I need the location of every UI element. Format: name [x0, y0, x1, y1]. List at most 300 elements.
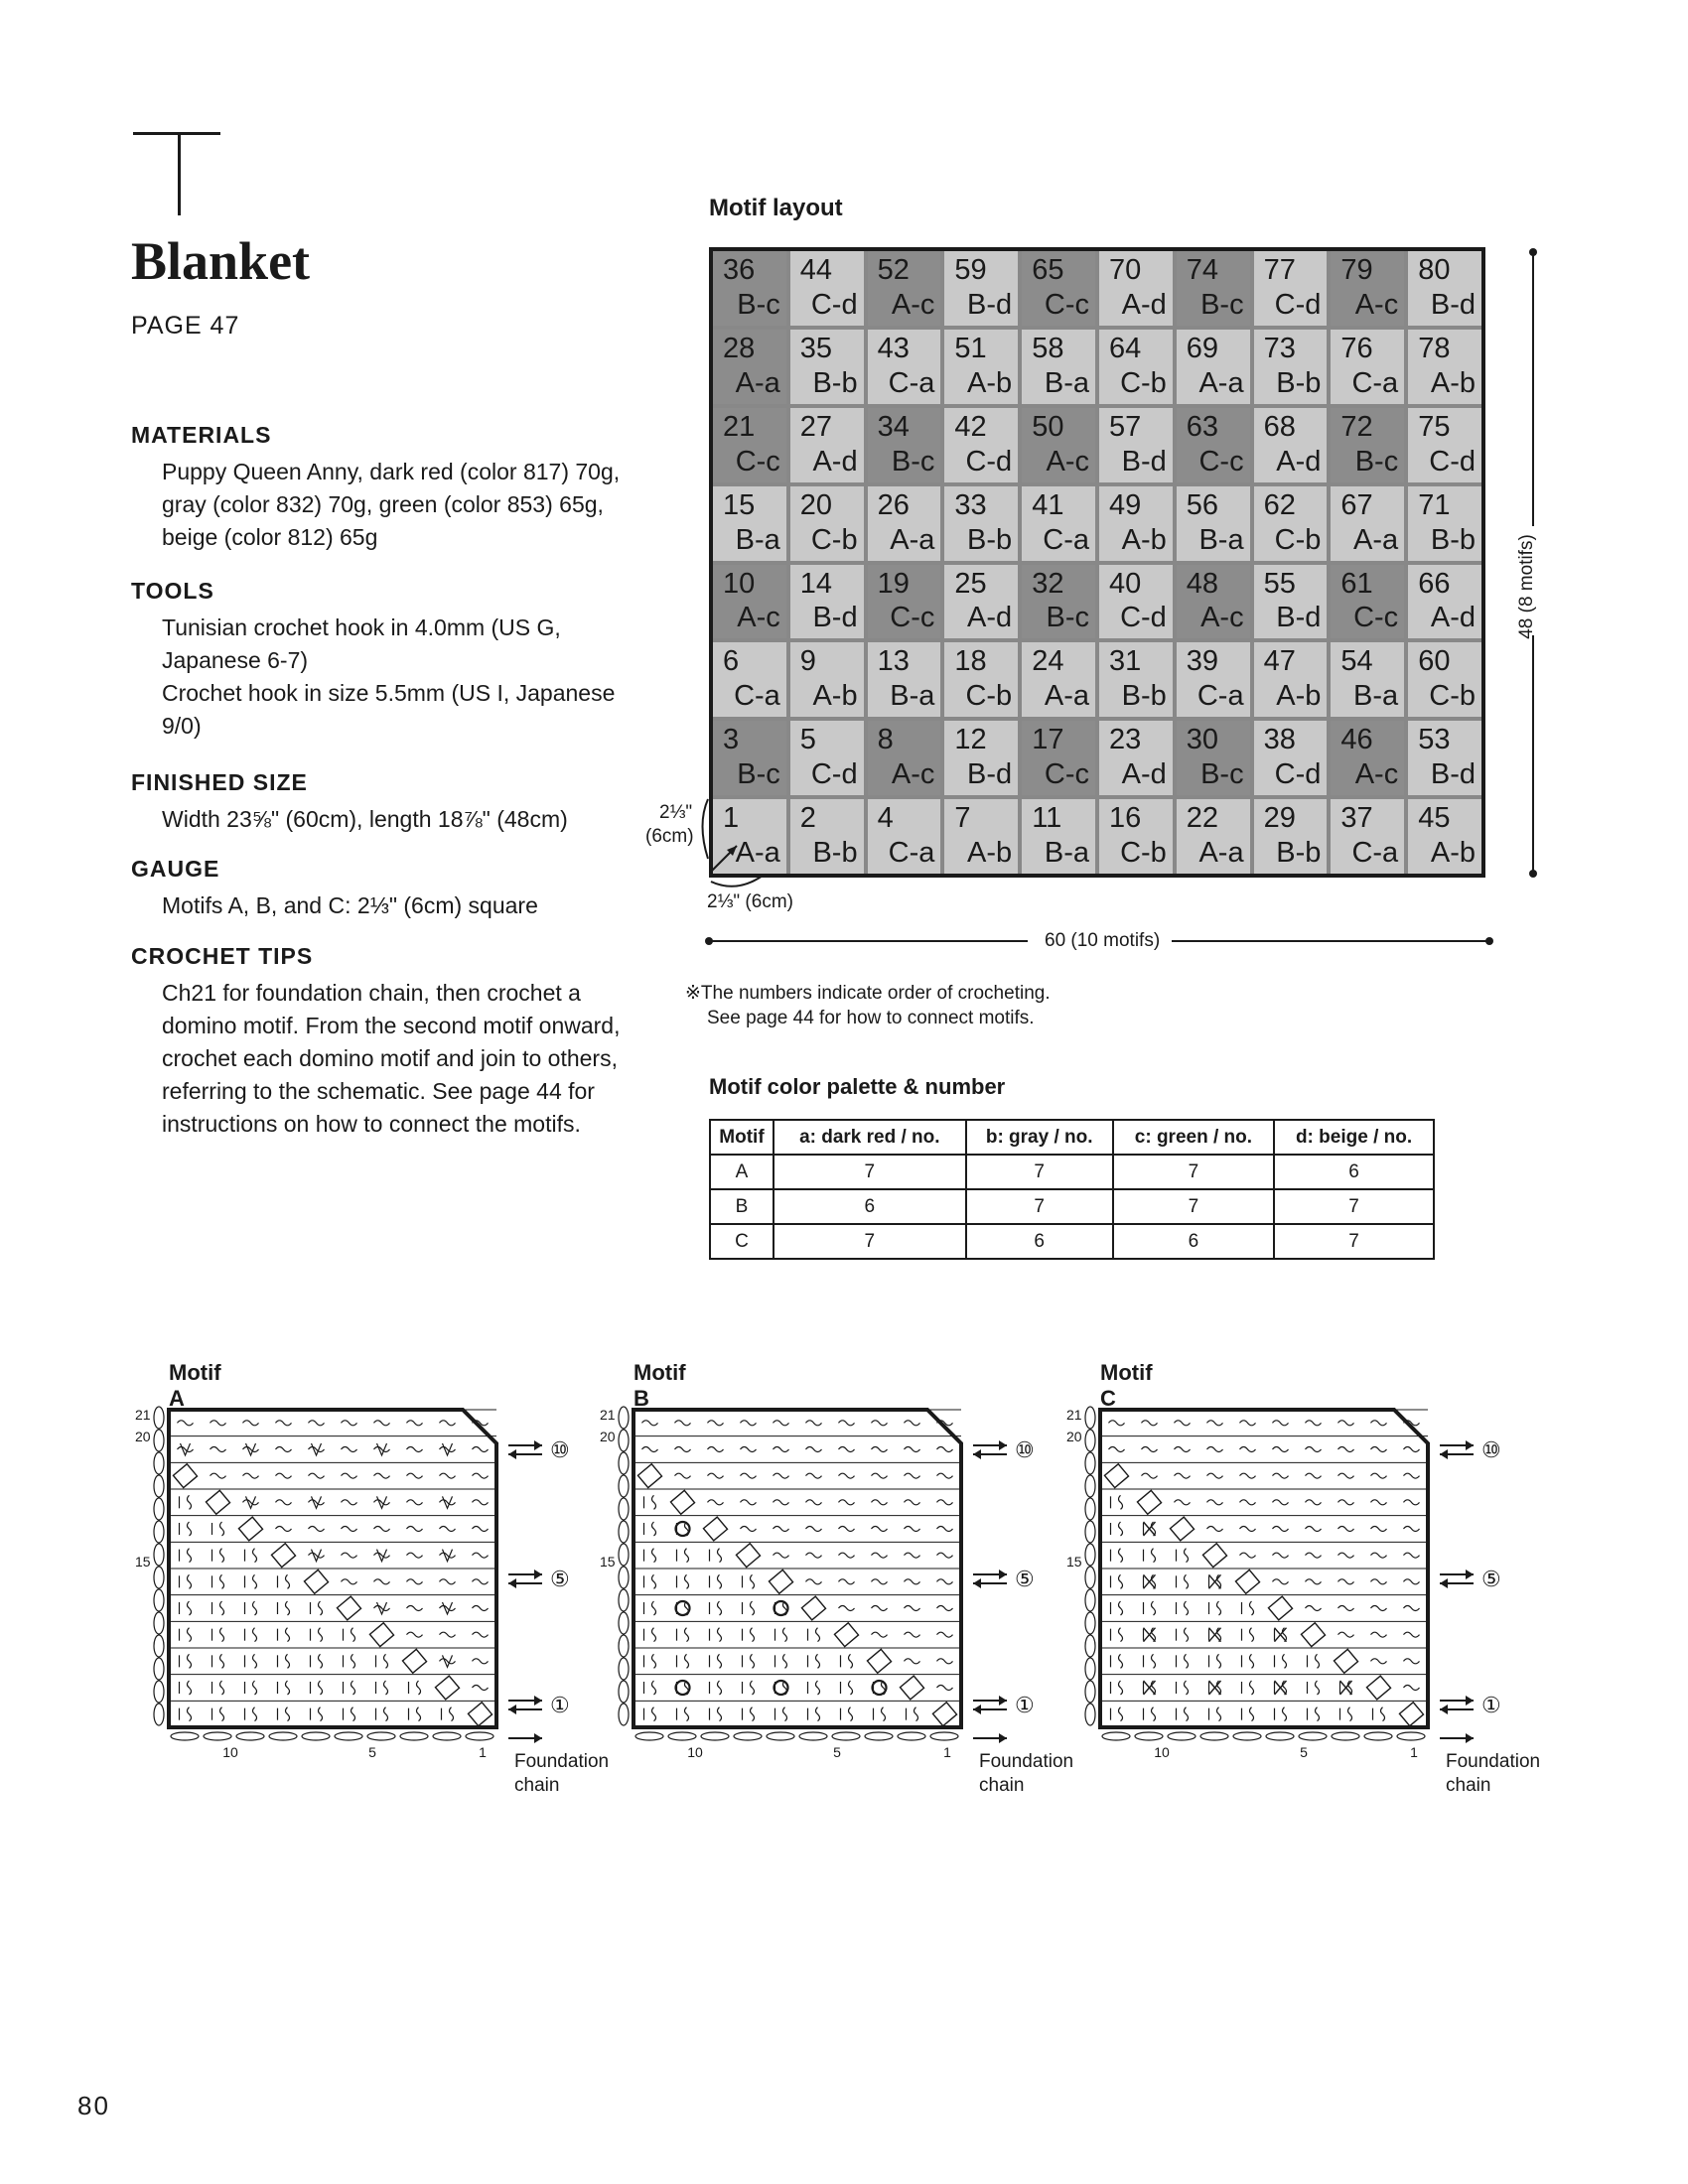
wave-stitch-mark: [211, 1447, 226, 1452]
wave-stitch-mark: [774, 1421, 789, 1426]
motif-code: C-a: [1196, 680, 1244, 713]
wave-stitch-mark: [309, 1500, 325, 1505]
side-chain-mark: [154, 1498, 164, 1520]
wave-stitch-mark: [806, 1579, 822, 1584]
motif-order-number: 1: [723, 802, 740, 835]
return-stitch-mark: [319, 1681, 323, 1695]
motif-order-number: 39: [1186, 645, 1219, 678]
return-stitch-mark: [718, 1681, 722, 1695]
motif-order-number: 65: [1032, 254, 1064, 286]
wave-stitch-mark: [1273, 1553, 1289, 1558]
motif-code: A-a: [1198, 366, 1244, 399]
motif-code: A-b: [1430, 366, 1476, 399]
motif-order-number: 17: [1032, 724, 1064, 756]
foundation-label: Foundation: [514, 1751, 610, 1772]
bobble-stitch-mark: [676, 1522, 690, 1536]
motif-order-number: 34: [877, 410, 910, 443]
section-line: Tunisian crochet hook in 4.0mm (US G,: [162, 614, 561, 640]
section-line: 9/0): [162, 713, 202, 739]
motif-code: A-c: [1200, 602, 1244, 634]
wave-stitch-mark: [473, 1579, 489, 1584]
motif-code: A-c: [891, 758, 935, 791]
wave-stitch-mark: [1404, 1527, 1420, 1532]
wave-stitch-mark: [1404, 1659, 1420, 1664]
arrow-head: [999, 1696, 1007, 1706]
return-stitch-mark: [253, 1574, 257, 1588]
return-stitch-mark: [253, 1601, 257, 1615]
wave-stitch-mark: [1338, 1421, 1354, 1426]
return-stitch-mark: [751, 1707, 755, 1721]
section-line: Puppy Queen Anny, dark red (color 817) 70g,: [162, 459, 621, 484]
palette-header-cell: Motif: [710, 1120, 774, 1155]
return-stitch-mark: [1119, 1574, 1123, 1588]
motif-order-number: 68: [1263, 410, 1296, 443]
section-line: Motifs A, B, and C: 2⅓" (6cm) square: [162, 892, 538, 918]
wave-stitch-mark: [1404, 1632, 1420, 1637]
return-stitch-mark: [849, 1707, 853, 1721]
side-chain-mark: [154, 1635, 164, 1657]
side-chain-mark: [619, 1612, 629, 1634]
wave-stitch-mark: [708, 1473, 724, 1478]
return-stitch-mark: [286, 1707, 290, 1721]
motif-code: A-b: [1121, 523, 1167, 556]
wave-stitch-mark: [342, 1579, 357, 1584]
row-marker: ⑩: [550, 1437, 570, 1462]
motif-order-number: 64: [1109, 332, 1142, 364]
wave-stitch-mark: [1175, 1473, 1191, 1478]
bobble-stitch-mark: [676, 1601, 690, 1615]
decrease-stitch-mark: [468, 1703, 492, 1726]
motif-code: A-d: [967, 602, 1013, 634]
wave-stitch-mark: [374, 1579, 390, 1584]
palette-cell: 7: [774, 1224, 966, 1259]
return-stitch-mark: [1119, 1654, 1123, 1668]
foundation-chain-mark: [466, 1732, 493, 1740]
motif-order-number: 8: [877, 724, 894, 756]
row-label-20: 20: [1066, 1429, 1082, 1444]
motif-code: B-a: [890, 680, 935, 713]
decrease-stitch-mark: [337, 1596, 360, 1620]
motif-code: B-b: [812, 837, 858, 869]
wave-stitch-mark: [905, 1500, 920, 1505]
wave-stitch-mark: [1404, 1473, 1420, 1478]
wave-stitch-mark: [1175, 1421, 1191, 1426]
palette-table: [709, 1119, 1435, 1260]
bobble-stitch-mark: [774, 1681, 788, 1695]
motif-code: A-b: [967, 366, 1013, 399]
motif-code: B-c: [1200, 758, 1244, 791]
motif-code: B-d: [967, 758, 1013, 791]
motif-code: B-b: [1121, 680, 1167, 713]
wave-stitch-mark: [440, 1606, 456, 1611]
wave-stitch-mark: [178, 1447, 194, 1452]
motif-code: A-b: [812, 680, 858, 713]
wave-stitch-mark: [473, 1686, 489, 1691]
return-stitch-mark: [1185, 1601, 1189, 1615]
wave-stitch-mark: [937, 1659, 953, 1664]
wave-stitch-mark: [342, 1447, 357, 1452]
dimension-lines: [645, 238, 1559, 963]
return-stitch-mark: [652, 1574, 656, 1588]
return-stitch-mark: [1185, 1574, 1189, 1588]
motif-code: A-b: [967, 837, 1013, 869]
wave-stitch-mark: [1207, 1421, 1223, 1426]
return-stitch-mark: [1217, 1601, 1221, 1615]
motif-code: A-d: [1430, 602, 1476, 634]
motif-code: A-a: [1198, 837, 1244, 869]
motif-chart-svg: [129, 1390, 610, 1827]
motif-code: B-d: [1121, 445, 1167, 478]
return-stitch-mark: [849, 1654, 853, 1668]
motif-order-number: 72: [1340, 410, 1373, 443]
return-stitch-mark: [1283, 1654, 1287, 1668]
wave-stitch-mark: [806, 1553, 822, 1558]
wave-stitch-mark: [839, 1579, 855, 1584]
corner-mark-vertical: [178, 132, 181, 215]
wave-stitch-mark: [473, 1447, 489, 1452]
motif-code: A-c: [891, 288, 935, 321]
side-chain-mark: [1085, 1704, 1095, 1725]
wave-stitch-mark: [1306, 1473, 1322, 1478]
section-line: gray (color 832) 70g, green (color 853) 65g,: [162, 491, 604, 517]
section-line: Ch21 for foundation chain, then crochet a: [162, 980, 581, 1006]
motif-chart-label: Motif C: [1100, 1360, 1153, 1411]
decrease-stitch-mark: [1202, 1544, 1226, 1568]
wave-stitch-mark: [342, 1527, 357, 1532]
motif-order-number: 45: [1418, 802, 1451, 835]
motif-code: B-d: [1430, 288, 1476, 321]
return-stitch-mark: [286, 1654, 290, 1668]
wave-stitch-mark: [1207, 1527, 1223, 1532]
wave-stitch-mark: [872, 1579, 888, 1584]
wave-stitch-mark: [872, 1473, 888, 1478]
return-stitch-mark: [188, 1522, 192, 1536]
wave-stitch-mark: [1175, 1447, 1191, 1452]
arrow-head: [1466, 1440, 1474, 1450]
motif-order-number: 48: [1186, 567, 1219, 600]
motif-order-number: 30: [1186, 724, 1219, 756]
arrow-head: [508, 1705, 516, 1714]
return-stitch-mark: [1119, 1601, 1123, 1615]
arrow-head: [1466, 1570, 1474, 1579]
return-stitch-mark: [1381, 1707, 1385, 1721]
decrease-stitch-mark: [1366, 1676, 1390, 1700]
return-stitch-mark: [1119, 1549, 1123, 1563]
wave-stitch-mark: [806, 1473, 822, 1478]
decrease-stitch-mark: [932, 1703, 956, 1726]
side-chain-mark: [1085, 1681, 1095, 1703]
wave-stitch-mark: [806, 1447, 822, 1452]
wave-stitch-mark: [905, 1421, 920, 1426]
return-stitch-mark: [188, 1574, 192, 1588]
motif-code: B-c: [1200, 288, 1244, 321]
wave-stitch-mark: [309, 1447, 325, 1452]
wave-stitch-mark: [374, 1606, 390, 1611]
wave-stitch-mark: [872, 1500, 888, 1505]
column-label-5: 5: [1300, 1744, 1308, 1760]
wave-stitch-mark: [806, 1527, 822, 1532]
return-stitch-mark: [751, 1628, 755, 1642]
wave-stitch-mark: [1371, 1553, 1387, 1558]
wave-stitch-mark: [342, 1553, 357, 1558]
decrease-stitch-mark: [238, 1517, 262, 1541]
side-chain-mark: [154, 1567, 164, 1588]
foundation-chain-mark: [1397, 1732, 1425, 1740]
return-stitch-mark: [319, 1654, 323, 1668]
return-stitch-mark: [1250, 1601, 1254, 1615]
wave-stitch-mark: [1338, 1500, 1354, 1505]
return-stitch-mark: [1185, 1628, 1189, 1642]
decrease-stitch-mark: [900, 1676, 923, 1700]
palette-cell: 6: [1274, 1155, 1434, 1189]
wave-stitch-mark: [1240, 1447, 1256, 1452]
return-stitch-mark: [1185, 1549, 1189, 1563]
decrease-stitch-mark: [834, 1623, 858, 1647]
wave-stitch-mark: [1404, 1553, 1420, 1558]
decrease-stitch-mark: [736, 1544, 760, 1568]
side-chain-mark: [619, 1475, 629, 1497]
wave-stitch-mark: [473, 1659, 489, 1664]
return-stitch-mark: [1119, 1681, 1123, 1695]
bobble-stitch-mark: [676, 1681, 690, 1695]
column-label-10: 10: [1154, 1744, 1170, 1760]
wave-stitch-mark: [839, 1606, 855, 1611]
row-label-15: 15: [1066, 1554, 1082, 1570]
palette-cell: 7: [966, 1189, 1113, 1224]
return-stitch-mark: [652, 1681, 656, 1695]
side-chain-mark: [154, 1658, 164, 1680]
side-chain-mark: [1085, 1635, 1095, 1657]
decrease-stitch-mark: [1334, 1649, 1357, 1673]
motif-order-number: 29: [1263, 802, 1296, 835]
decrease-stitch-mark: [1137, 1490, 1161, 1514]
motif-code: C-c: [890, 602, 935, 634]
bobble-stitch-mark: [774, 1601, 788, 1615]
height-dimension-label: 48 (8 motifs): [1516, 534, 1537, 639]
column-label-1: 1: [943, 1744, 951, 1760]
motif-order-number: 18: [954, 645, 987, 678]
page-title: Blanket: [131, 231, 311, 291]
return-stitch-mark: [352, 1707, 355, 1721]
row-marker: ①: [1481, 1693, 1501, 1717]
return-stitch-mark: [1250, 1681, 1254, 1695]
row-marker: ①: [550, 1693, 570, 1717]
arrow-head: [999, 1733, 1007, 1743]
section-heading: FINISHED SIZE: [131, 769, 308, 795]
wave-stitch-mark: [839, 1447, 855, 1452]
decrease-stitch-mark: [402, 1649, 426, 1673]
wave-stitch-mark: [1109, 1447, 1125, 1452]
side-chain-mark: [619, 1498, 629, 1520]
layout-note: [685, 981, 1051, 1030]
motif-order-number: 4: [877, 802, 894, 835]
row-marker: ①: [1015, 1693, 1035, 1717]
motif-order-number: 79: [1340, 254, 1373, 286]
row-label-20: 20: [600, 1429, 616, 1444]
motif-code: C-b: [965, 680, 1013, 713]
return-stitch-mark: [1316, 1681, 1320, 1695]
foundation-chain-mark: [734, 1732, 762, 1740]
wave-stitch-mark: [407, 1527, 423, 1532]
motif-height-cm-label: (6cm): [645, 826, 694, 847]
foundation-chain-mark: [236, 1732, 264, 1740]
motif-order-number: 21: [723, 410, 756, 443]
wave-stitch-mark: [774, 1500, 789, 1505]
wave-stitch-mark: [1404, 1447, 1420, 1452]
decrease-stitch-mark: [369, 1623, 393, 1647]
section-heading: MATERIALS: [131, 422, 272, 448]
side-chain-mark: [619, 1658, 629, 1680]
motif-order-number: 24: [1032, 645, 1064, 678]
wave-stitch-mark: [243, 1473, 259, 1478]
wave-stitch-mark: [937, 1686, 953, 1691]
wave-stitch-mark: [1338, 1473, 1354, 1478]
motif-order-number: 11: [1032, 802, 1062, 835]
motif-code: A-b: [1276, 680, 1322, 713]
motif-code: C-b: [1429, 680, 1476, 713]
row-label-21: 21: [600, 1407, 616, 1423]
motif-code: C-d: [965, 445, 1013, 478]
foundation-label: chain: [514, 1775, 560, 1796]
motif-order-number: 70: [1109, 254, 1142, 286]
column-label-10: 10: [222, 1744, 238, 1760]
wave-stitch-mark: [937, 1500, 953, 1505]
width-dimension-label: 60 (10 motifs): [1045, 930, 1161, 951]
motif-order-number: 42: [954, 410, 987, 443]
motif-order-number: 2: [799, 802, 816, 835]
return-stitch-mark: [1119, 1495, 1123, 1509]
motif-order-number: 59: [954, 254, 987, 286]
column-label-10: 10: [687, 1744, 703, 1760]
motif-code: C-a: [734, 680, 780, 713]
return-stitch-mark: [188, 1681, 192, 1695]
foundation-label: chain: [979, 1775, 1025, 1796]
palette-cell: 6: [774, 1189, 966, 1224]
bobble-stitch-mark: [873, 1681, 887, 1695]
motif-code: A-a: [735, 366, 780, 399]
decrease-stitch-mark: [304, 1570, 328, 1593]
wave-stitch-mark: [440, 1421, 456, 1426]
motif-order-number: 16: [1109, 802, 1142, 835]
motif-chart-svg: [1060, 1390, 1541, 1827]
motif-order-number: 63: [1186, 410, 1219, 443]
side-chain-mark: [619, 1704, 629, 1725]
wave-stitch-mark: [905, 1447, 920, 1452]
motif-width-label: 2⅓" (6cm): [707, 891, 793, 912]
wave-stitch-mark: [440, 1579, 456, 1584]
return-stitch-mark: [1316, 1707, 1320, 1721]
foundation-chain-mark: [367, 1732, 395, 1740]
foundation-chain-mark: [302, 1732, 330, 1740]
wave-stitch-mark: [708, 1421, 724, 1426]
decrease-stitch-mark: [703, 1517, 727, 1541]
return-stitch-mark: [1250, 1654, 1254, 1668]
return-stitch-mark: [1250, 1628, 1254, 1642]
motif-order-number: 49: [1109, 488, 1142, 521]
side-chain-mark: [619, 1567, 629, 1588]
side-chain-mark: [619, 1544, 629, 1566]
wave-stitch-mark: [741, 1447, 757, 1452]
decrease-stitch-mark: [1170, 1517, 1194, 1541]
corner-mark-horizontal: [133, 132, 220, 135]
decrease-stitch-mark: [435, 1676, 459, 1700]
arrow-head: [534, 1440, 542, 1450]
arrow-head: [1466, 1696, 1474, 1706]
wave-stitch-mark: [211, 1473, 226, 1478]
return-stitch-mark: [220, 1681, 224, 1695]
palette-header-cell: b: gray / no.: [966, 1120, 1113, 1155]
palette-cell: 6: [1113, 1224, 1274, 1259]
motif-code: B-c: [737, 758, 780, 791]
foundation-chain-mark: [767, 1732, 794, 1740]
wave-stitch-mark: [440, 1473, 456, 1478]
palette-caption: Motif color palette & number: [709, 1074, 1006, 1099]
motif-order-number: 27: [799, 410, 833, 443]
wave-stitch-mark: [440, 1659, 456, 1664]
wave-stitch-mark: [440, 1553, 456, 1558]
foundation-chain-mark: [865, 1732, 893, 1740]
section-body: [162, 889, 658, 922]
wave-stitch-mark: [741, 1527, 757, 1532]
section-line: instructions on how to connect the motifs.: [162, 1111, 581, 1137]
arrow-head: [1440, 1705, 1448, 1714]
motif-order-number: 12: [954, 724, 987, 756]
wave-stitch-mark: [1371, 1579, 1387, 1584]
motif-order-number: 56: [1186, 488, 1219, 521]
wave-stitch-mark: [374, 1447, 390, 1452]
motif-code: A-d: [1121, 758, 1167, 791]
wave-stitch-mark: [440, 1500, 456, 1505]
motif-order-number: 26: [877, 488, 910, 521]
wave-stitch-mark: [905, 1579, 920, 1584]
palette-cell: 7: [1274, 1224, 1434, 1259]
side-chain-mark: [619, 1635, 629, 1657]
motif-code: A-a: [1353, 523, 1399, 556]
return-stitch-mark: [783, 1707, 787, 1721]
side-chain-mark: [1085, 1452, 1095, 1474]
side-chain-mark: [154, 1612, 164, 1634]
wave-stitch-mark: [1306, 1447, 1322, 1452]
wave-stitch-mark: [872, 1553, 888, 1558]
motif-code: B-b: [1276, 366, 1322, 399]
return-stitch-mark: [718, 1601, 722, 1615]
wave-stitch-mark: [1240, 1473, 1256, 1478]
section-line: domino motif. From the second motif onward,: [162, 1013, 621, 1038]
motif-order-number: 28: [723, 332, 756, 364]
wave-stitch-mark: [1371, 1527, 1387, 1532]
wave-stitch-mark: [937, 1606, 953, 1611]
palette-cell: 6: [966, 1224, 1113, 1259]
wave-stitch-mark: [1404, 1606, 1420, 1611]
return-stitch-mark: [718, 1549, 722, 1563]
wave-stitch-mark: [642, 1421, 658, 1426]
motif-order-number: 66: [1418, 567, 1451, 600]
motif-chart-svg: [594, 1390, 1074, 1827]
palette-cell: C: [710, 1224, 774, 1259]
return-stitch-mark: [652, 1601, 656, 1615]
wave-stitch-mark: [374, 1500, 390, 1505]
wave-stitch-mark: [806, 1421, 822, 1426]
wave-stitch-mark: [1109, 1421, 1125, 1426]
motif-order-number: 25: [954, 567, 987, 600]
motif-code: C-b: [1274, 523, 1322, 556]
return-stitch-mark: [751, 1654, 755, 1668]
side-chain-mark: [619, 1681, 629, 1703]
return-stitch-mark: [286, 1601, 290, 1615]
side-chain-mark: [1085, 1475, 1095, 1497]
return-stitch-mark: [1119, 1522, 1123, 1536]
wave-stitch-mark: [243, 1447, 259, 1452]
